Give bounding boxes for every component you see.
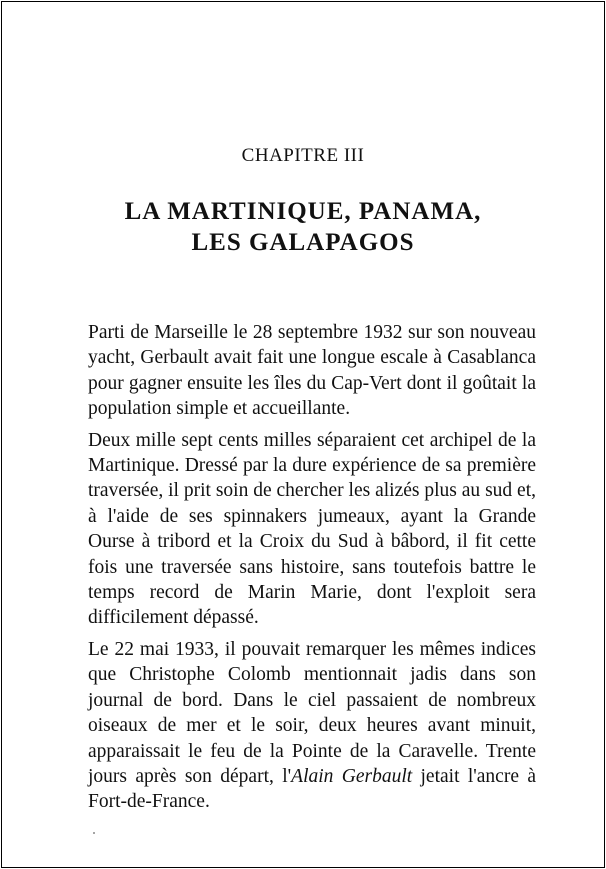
ship-name: Alain Gerbault bbox=[291, 765, 413, 787]
print-speck bbox=[93, 832, 95, 834]
chapter-title-line-1: LA MARTINIQUE, PANAMA, bbox=[124, 198, 482, 225]
paragraph-1: Parti de Marseille le 28 septembre 1932 sur son nouveau yacht, Gerbault avait fait une longue escale à Casablanca pour gagner ensuite les îles du Cap-Vert dont il goûtait la population simple et accueillante. bbox=[88, 322, 536, 420]
body-text bbox=[88, 320, 536, 815]
chapter-title bbox=[0, 196, 606, 258]
paragraph-3 bbox=[88, 637, 536, 815]
paragraph-3-text-before: Le 22 mai 1933, il pouvait remarquer les mêmes indices que Christophe Colomb mentionnait jadis dans son journal de bord. Dans le ciel passaient de nombreux oiseaux de mer et le soir, deux heures avant minuit, apparaissait le feu de la Pointe de la Caravelle. Trente jours après son départ, l' bbox=[88, 638, 536, 787]
chapter-label: CHAPITRE III bbox=[241, 145, 365, 166]
paragraph-2: Deux mille sept cents milles séparaient cet archipel de la Martinique. Dressé par la dure expérience de sa première traversée, il prit soin de chercher les alizés plus au sud et, à l'aide de ses spinnakers jumeaux, ayant la Grande Ourse à tribord et la Croix du Sud à bâbord, il fit cette fois une traversée sans histoire, sans toutefois battre le temps record de Marin Marie, dont l'exploit sera difficilement dépassé. bbox=[88, 429, 536, 629]
paragraph-3-text-after: jetait l'ancre à Fort-de-France. bbox=[88, 765, 536, 813]
chapter-title-line-2: LES GALAPAGOS bbox=[191, 229, 415, 256]
